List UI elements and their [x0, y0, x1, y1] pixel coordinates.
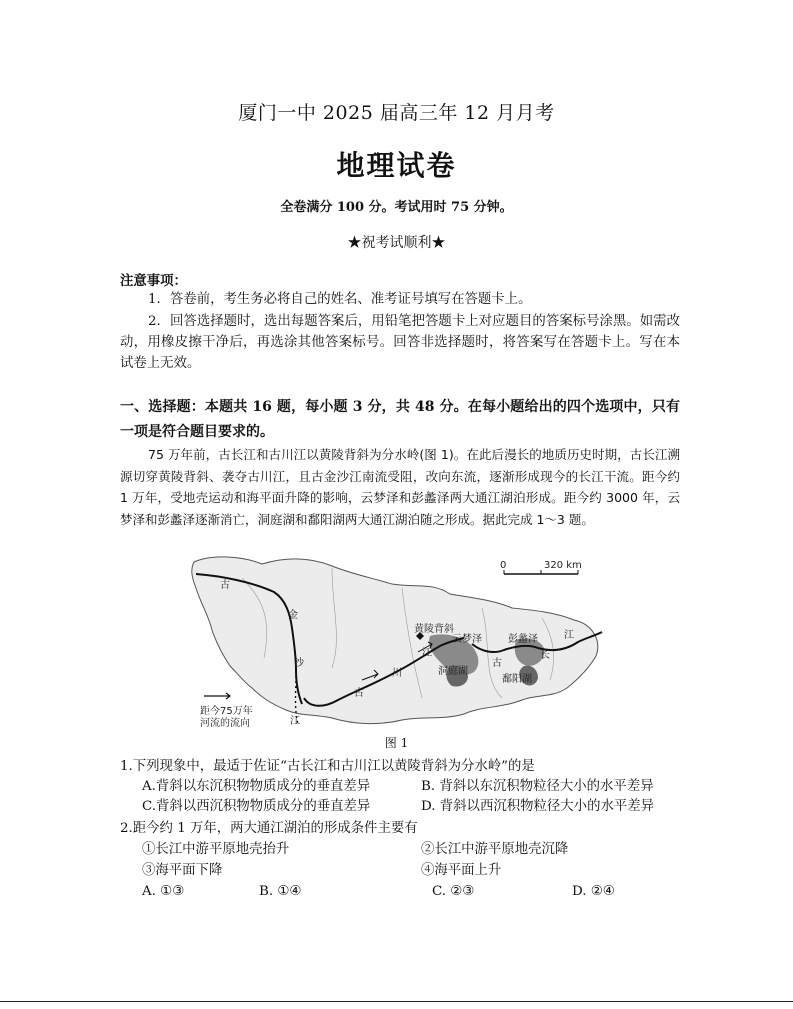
- question-2-statement-1: ①长江中游平原地壳抬升: [142, 842, 290, 857]
- label-chuan: 川: [392, 668, 402, 679]
- scale-zero: 0: [500, 560, 507, 571]
- note-item-2: 2．回答选择题时，选出每题答案后，用铅笔把答题卡上对应题目的答案标号涂黑。如需改动，用橡皮擦干净后，再选涂其他答案标号。回答非选择题时，将答案写在答题卡上。写在本试卷上无效。: [120, 314, 680, 371]
- score-info: 全卷满分 100 分。考试用时 75 分钟。: [280, 200, 513, 215]
- question-2-statement-2: ②长江中游平原地壳沉降: [421, 842, 569, 857]
- label-sha: 沙: [294, 658, 304, 669]
- legend-line-2: 河流的流向: [200, 718, 250, 729]
- question-1-option-a: A.背斜以东沉积物物质成分的垂直差异: [142, 779, 371, 794]
- label-chang: 长: [540, 650, 550, 661]
- question-2-stem: 2.距今约 1 万年，两大通江湖泊的形成条件主要有: [120, 821, 418, 836]
- label-poyang: 鄱阳湖: [502, 674, 532, 685]
- question-2-option-a: A. ①③: [142, 884, 185, 899]
- page-bottom-rule: [0, 1001, 793, 1002]
- label-gu-west: 古: [220, 580, 230, 591]
- question-1-stem: 1.下列现象中，最适于佐证“古长江和古川江以黄陵背斜为分水岭”的是: [120, 759, 535, 774]
- label-jin: 金: [288, 610, 298, 621]
- label-yunmeng: 云梦泽: [452, 634, 482, 645]
- question-2-option-d: D. ②④: [572, 884, 615, 899]
- question-1-option-c: C.背斜以西沉积物物质成分的垂直差异: [142, 799, 371, 814]
- label-jiang-mid: 江: [422, 648, 432, 659]
- exam-title: 厦门一中 2025 届高三年 12 月月考: [238, 102, 555, 124]
- reading-passage: 75 万年前，古长江和古川江以黄陵背斜为分水岭(图 1)。在此后漫长的地质历史时期，古长江溯源切穿黄陵背斜、袭夺古川江，且古金沙江南流受阻，改向东流，逐渐形成现今的长江干流。距今约 1 万年，受地壳运动和海平面升降的影响，云梦泽和彭蠡泽两大通江湖泊形成。距今约 3000 年，云梦泽和彭蠡泽逐渐消亡，洞庭湖和鄱阳湖两大通江湖泊随之形成。据此完成 1～3 题。: [120, 447, 680, 528]
- question-2-option-c: C. ②③: [432, 884, 475, 899]
- label-gu-chuan: 古: [354, 688, 364, 699]
- yangtze-basin-map: [182, 548, 607, 732]
- question-2-option-b: B. ①④: [259, 884, 302, 899]
- label-pengli: 彭蠡泽: [508, 634, 538, 645]
- blessing-line: ★祝考试顺利★: [347, 235, 446, 251]
- notes-title: 注意事项：: [120, 273, 187, 289]
- question-2-statement-3: ③海平面下降: [142, 863, 223, 878]
- subject-title: 地理试卷: [336, 149, 457, 182]
- question-1-option-d: D. 背斜以西沉积物粒径大小的水平差异: [421, 799, 655, 814]
- label-dongting: 洞庭湖: [438, 666, 468, 677]
- note-item-1: 1．答卷前，考生务必将自己的姓名、准考证号填写在答题卡上。: [148, 292, 532, 307]
- figure-caption: 图 1: [384, 736, 409, 750]
- scale-label: 320 km: [544, 560, 582, 571]
- legend-line-1: 距今75万年: [200, 706, 253, 717]
- label-jiang-south: 江: [290, 716, 300, 727]
- label-huangling: 黄陵背斜: [414, 624, 454, 635]
- question-2-statement-4: ④海平面上升: [421, 863, 502, 878]
- section-heading: 一、选择题：本题共 16 题，每小题 3 分，共 48 分。在每小题给出的四个选项中，只有一项是符合题目要求的。: [120, 399, 680, 440]
- label-gu-east: 古: [492, 658, 502, 669]
- label-jiang-east: 江: [564, 630, 574, 641]
- question-1-option-b: B. 背斜以东沉积物粒径大小的水平差异: [421, 779, 654, 794]
